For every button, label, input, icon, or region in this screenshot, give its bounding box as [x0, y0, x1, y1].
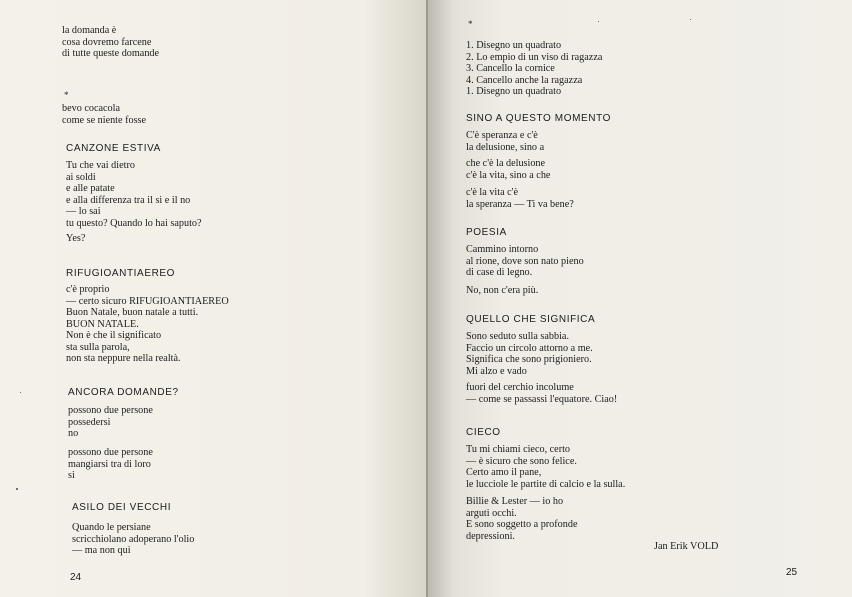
opening-stanza: [62, 25, 159, 60]
print-speck: [20, 392, 21, 393]
poem-title-rifugioantiaereo: RIFUGIOANTIAEREO: [66, 268, 176, 279]
verse-line: Billie & Lester — io ho: [466, 496, 564, 507]
verse-line: — è sicuro che sono felice.: [466, 455, 577, 467]
verse-line: depressioni.: [466, 530, 515, 542]
verse-line: la delusione, sino a: [466, 141, 545, 153]
verse-line: 1. Disegno un quadrato: [466, 40, 562, 51]
verse-line: — come se passassi l'equatore. Ciao!: [466, 393, 618, 405]
significa-stanza-1: [466, 331, 593, 377]
verse-line: Quando le persiane: [72, 522, 151, 533]
verse-line: si: [68, 470, 75, 481]
verse-line: non sta neppure nella realtà.: [66, 353, 181, 364]
print-speck: [690, 19, 691, 20]
print-speck: [16, 488, 18, 490]
verse-line: — lo sai: [66, 206, 101, 217]
print-speck: [598, 21, 599, 22]
verse-line: mangiarsi tra di loro: [68, 458, 151, 470]
poesia-stanza: [466, 244, 584, 279]
verse-line: 3. Cancello la cornice: [466, 63, 555, 74]
poem-title-asilo-dei-vecchi: ASILO DEI VECCHI: [72, 502, 172, 513]
verse-line: di case di legno.: [466, 267, 533, 278]
verse-line: che c'è la delusione: [466, 158, 546, 169]
section-separator: *: [468, 19, 473, 29]
verse-line: Buon Natale, buon natale a tutti.: [66, 307, 199, 318]
verse-line: possedersi: [68, 416, 111, 428]
canzone-estiva-stanza: [66, 160, 202, 229]
verse-line: Tu mi chiami cieco, certo: [466, 444, 571, 455]
verse-line: sta sulla parola,: [66, 341, 130, 353]
poem-title-poesia: POESIA: [466, 227, 507, 238]
verse-line: Mi alzo e vado: [466, 365, 527, 377]
verse-line: Certo amo il pane,: [466, 467, 542, 478]
verse-line: possono due persone: [68, 447, 153, 458]
verse-line: arguti occhi.: [466, 507, 517, 519]
verse-line: scricchiolano adoperano l'olio: [72, 533, 195, 545]
verse-line: 1. Disegno un quadrato: [466, 86, 562, 97]
verse-line: la domanda è: [62, 25, 117, 36]
asilo-dei-vecchi-stanza: [72, 522, 194, 557]
verse-line: Faccio un circolo attorno a me.: [466, 342, 593, 354]
poem-title-ancora-domande: ANCORA DOMANDE?: [68, 387, 179, 398]
verse-line: ai soldi: [66, 171, 96, 183]
cieco-stanza-1: [466, 444, 625, 490]
verse-line: Tu che vai dietro: [66, 160, 135, 171]
page-number-right: 25: [786, 567, 798, 578]
verse-line: e alla differenza tra il si e il no: [66, 194, 191, 206]
page-number-left: 24: [70, 572, 82, 583]
sino-stanza-1: [466, 130, 544, 153]
verse-line: c'è la vita c'è: [466, 187, 519, 198]
poesia-coda: No, non c'era più.: [466, 285, 539, 296]
verse-line: cosa dovremo farcene: [62, 36, 152, 48]
canzone-estiva-coda: Yes?: [66, 233, 86, 244]
verse-line: no: [68, 428, 79, 439]
verse-line: c'è proprio: [66, 284, 110, 295]
ancora-domande-stanza-2: [68, 447, 153, 482]
verse-line: Sono seduto sulla sabbia.: [466, 331, 569, 342]
numbered-drawing-list: [466, 40, 602, 98]
sino-stanza-3: [466, 187, 574, 210]
verse-line: possono due persone: [68, 405, 153, 416]
verse-line: al rione, dove son nato pieno: [466, 255, 584, 267]
poem-title-cieco: CIECO: [466, 427, 501, 438]
verse-line: di tutte queste domande: [62, 48, 160, 59]
sino-stanza-2: [466, 158, 550, 181]
verse-line: Non è che il significato: [66, 330, 162, 341]
verse-line: BUON NATALE.: [66, 318, 139, 330]
ancora-domande-stanza-1: [68, 405, 153, 440]
verse-line: la speranza — Ti va bene?: [466, 198, 574, 210]
verse-line: E sono soggetto a profonde: [466, 519, 578, 530]
verse-line: C'è speranza e c'è: [466, 130, 538, 141]
verse-line: 4. Cancello anche la ragazza: [466, 74, 583, 86]
significa-stanza-2: [466, 382, 617, 405]
cieco-stanza-2: [466, 496, 577, 542]
right-page: [428, 0, 852, 597]
verse-line: bevo cocacola: [62, 103, 120, 114]
poem-title-sino-a-questo-momento: SINO A QUESTO MOMENTO: [466, 113, 612, 124]
verse-line: tu questo? Quando lo hai saputo?: [66, 217, 202, 229]
section-separator: *: [64, 90, 69, 100]
verse-line: 2. Lo empio di un viso di ragazza: [466, 51, 603, 63]
verse-line: Significa che sono prigioniero.: [466, 354, 592, 365]
rifugioantiaereo-stanza: [66, 284, 229, 365]
author-signature: Jan Erik VOLD: [654, 541, 719, 552]
poem-title-canzone-estiva: CANZONE ESTIVA: [66, 143, 161, 154]
verse-line: — certo sicuro RIFUGIOANTIAEREO: [66, 295, 229, 307]
poem-title-quello-che-significa: QUELLO CHE SIGNIFICA: [466, 314, 596, 325]
verse-line: come se niente fosse: [62, 114, 147, 126]
verse-line: Cammino intorno: [466, 244, 539, 255]
verse-line: fuori del cerchio incolume: [466, 382, 574, 393]
verse-line: le lucciole le partite di calcio e la sulla.: [466, 478, 626, 490]
verse-line: e alle patate: [66, 183, 115, 194]
verse-line: — ma non qui: [72, 545, 131, 556]
verse-line: c'è la vita, sino a che: [466, 169, 551, 181]
drink-stanza: [62, 103, 146, 126]
